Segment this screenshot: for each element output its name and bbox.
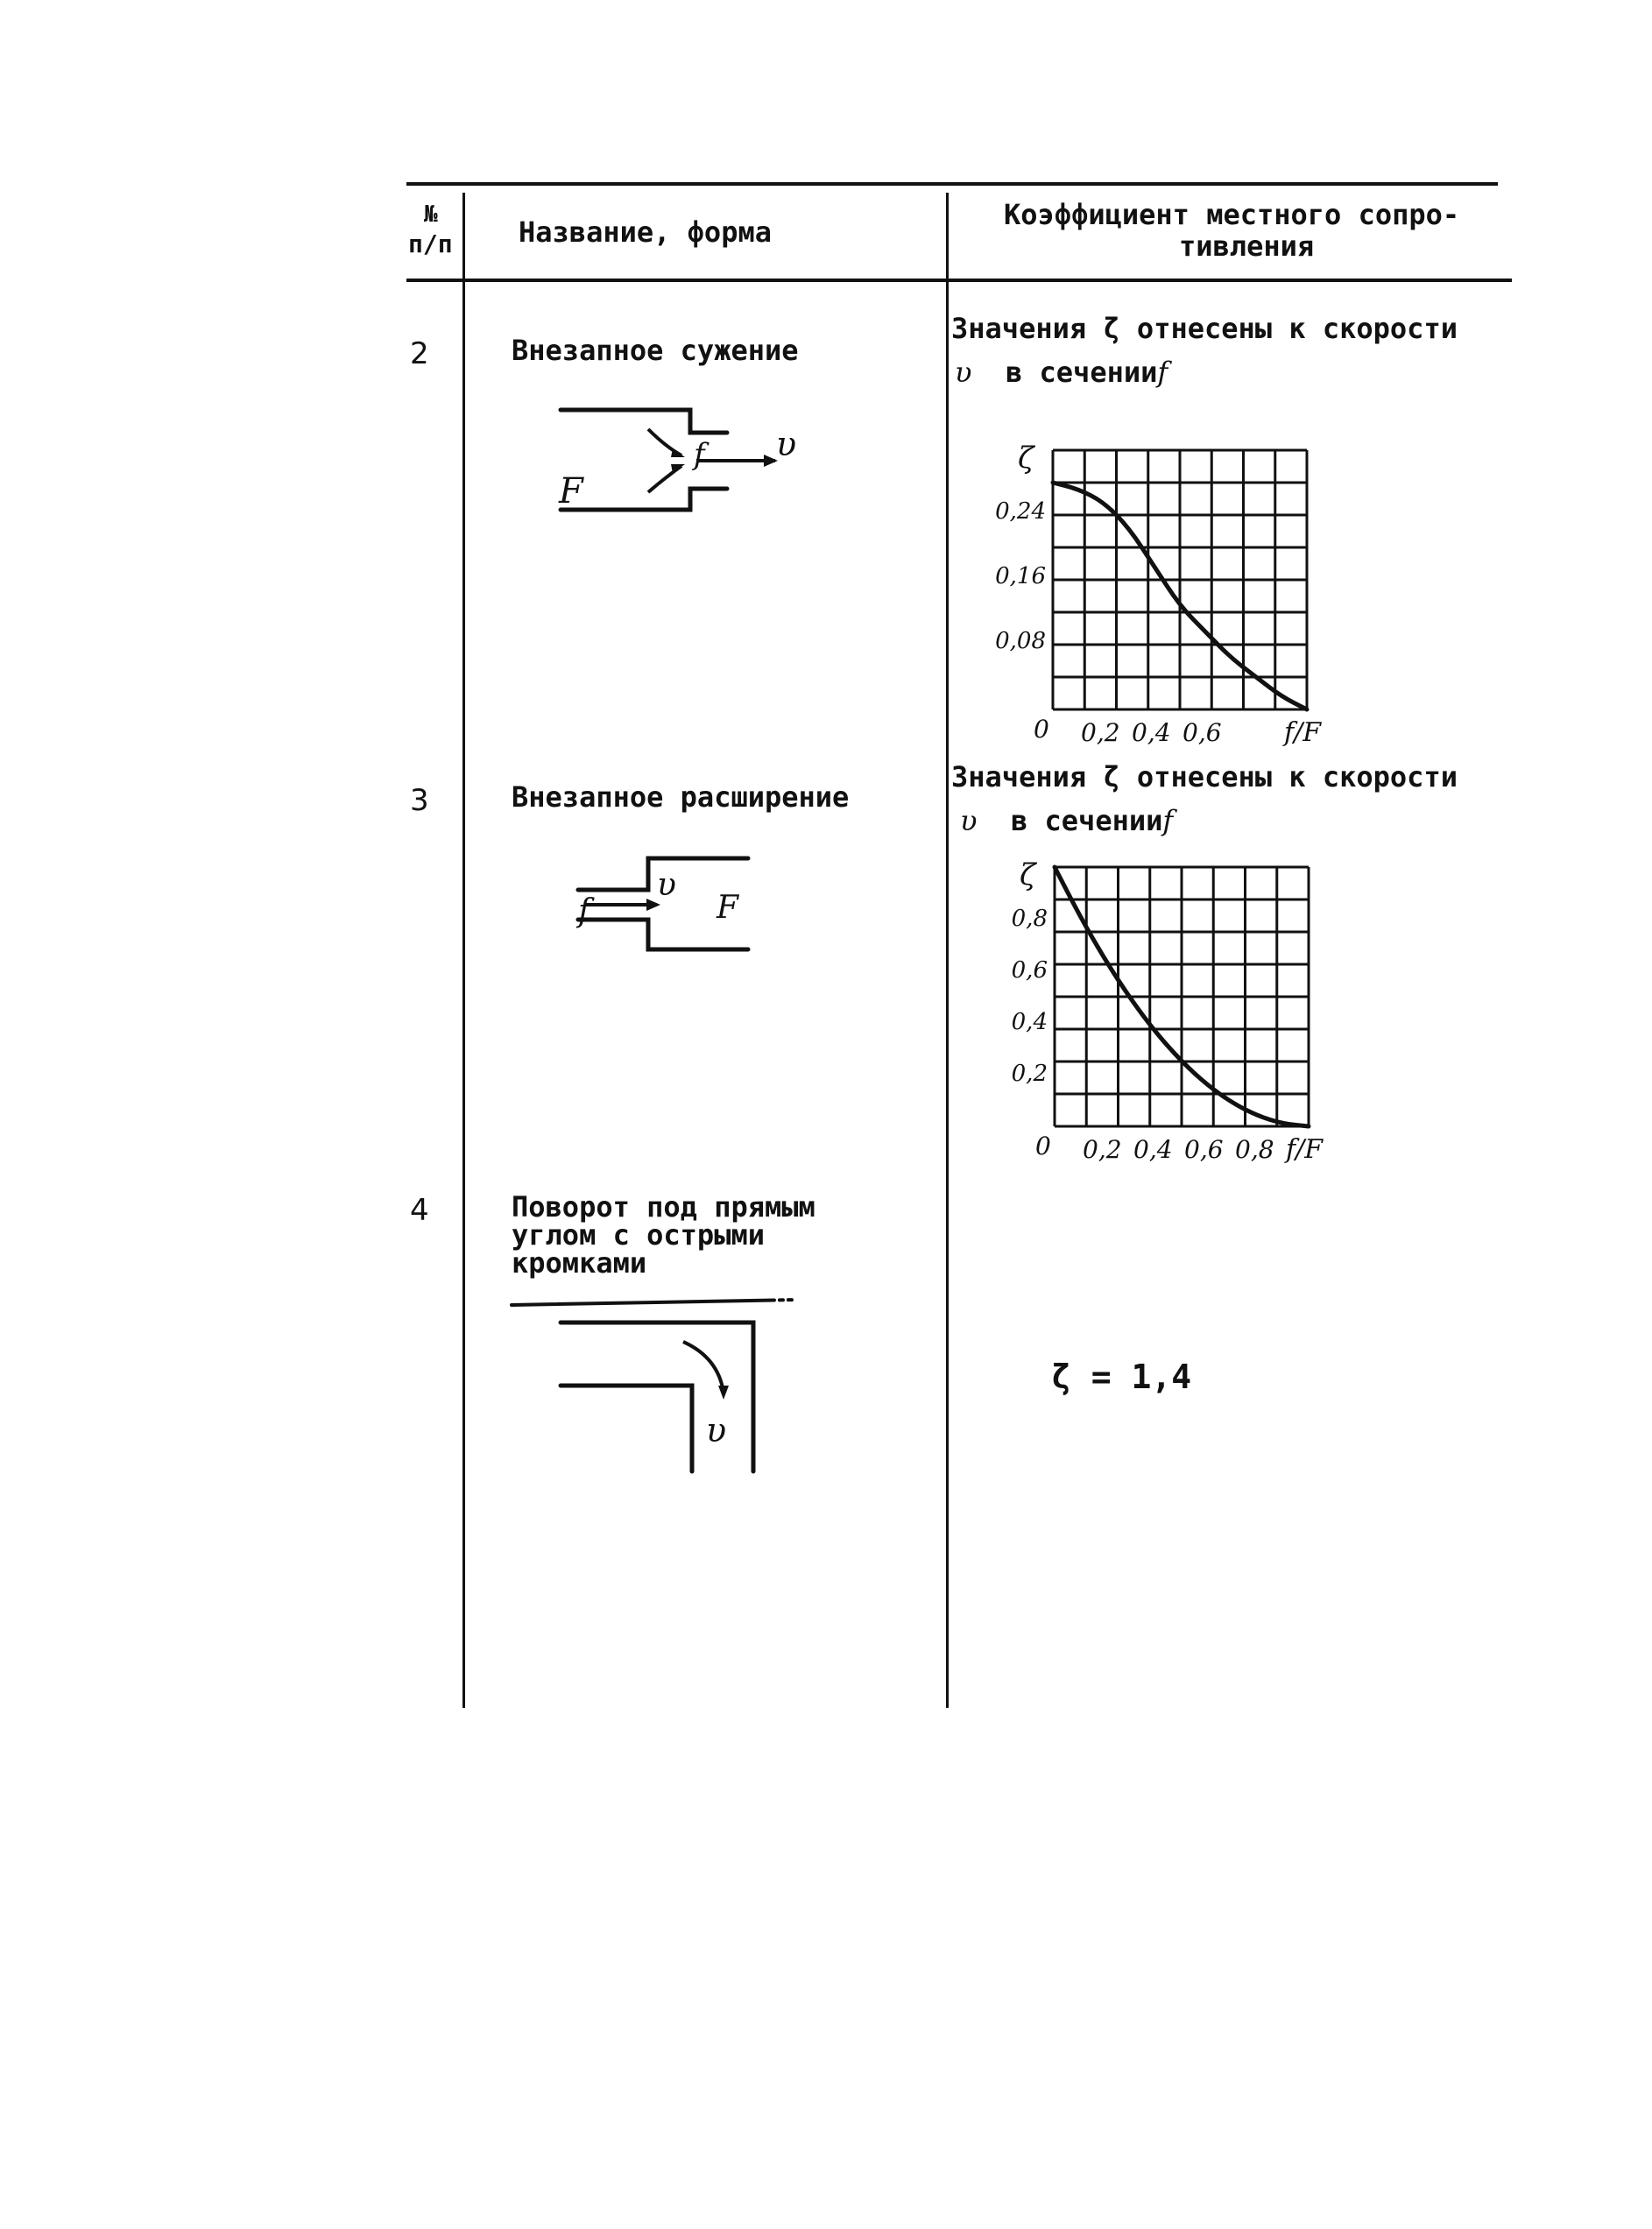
chart-y-tick-label: 0,16 (995, 563, 1046, 589)
section-text: в сечении (1010, 804, 1163, 837)
chart-y-tick-label: 0,2 (1011, 1061, 1048, 1087)
chart-x-tick-label: 0,2 (1081, 718, 1120, 747)
sudden-contraction-sketch (543, 394, 823, 534)
chart-origin-label: 0 (1035, 1132, 1051, 1160)
coefficient-note-line1: Значения ζ отнесены к скорости (951, 760, 1458, 794)
sketch-label-small-section: f (694, 437, 705, 472)
velocity-symbol: υ (960, 804, 978, 837)
table-top-rule (406, 182, 1498, 186)
chart-x-axis-label: f/F (1286, 1134, 1324, 1165)
contraction-coefficient-chart (995, 438, 1349, 771)
section-symbol: f (1157, 356, 1168, 389)
chart-x-tick-label: 0,4 (1133, 1135, 1173, 1164)
header-coefficient-line1: Коэффициент местного сопро- (1004, 198, 1460, 231)
row-name: Внезапное сужение (512, 334, 799, 367)
header-name-form: Название, форма (519, 215, 772, 249)
row-name-line3: кромками (512, 1246, 647, 1280)
chart-y-tick-label: 0,8 (1011, 906, 1048, 932)
coefficient-formula: ζ = 1,4 (1051, 1358, 1192, 1396)
chart-y-tick-label: 0,4 (1011, 1009, 1048, 1035)
row-number: 3 (410, 783, 429, 818)
chart-y-tick-label: 0,08 (995, 628, 1046, 654)
chart-x-tick-label: 0,8 (1235, 1135, 1274, 1164)
header-number-symbol: № (424, 201, 438, 228)
sudden-expansion-sketch (561, 841, 788, 972)
chart-origin-label: 0 (1034, 715, 1049, 744)
chart-x-axis-label: f/F (1284, 717, 1322, 748)
table-column-divider-2 (946, 193, 949, 1708)
chart-x-tick-label: 0,2 (1083, 1135, 1122, 1164)
table-header-rule (406, 279, 1512, 282)
row-number: 4 (410, 1193, 429, 1228)
sketch-label-big-section: F (717, 890, 738, 926)
table-column-divider-1 (462, 193, 465, 1708)
sketch-label-velocity: υ (706, 1411, 727, 1450)
row-name-line2: углом с острыми (512, 1218, 765, 1252)
row-number: 2 (410, 336, 429, 371)
coefficient-note-line2 (955, 356, 1168, 389)
sketch-label-velocity: υ (657, 867, 676, 903)
chart-y-tick-label: 0,6 (1011, 957, 1048, 984)
section-symbol: f (1162, 804, 1174, 837)
header-coefficient-line2: тивления (1179, 229, 1315, 263)
chart-grid (1053, 450, 1307, 709)
velocity-symbol: υ (955, 356, 972, 389)
chart-x-tick-label: 0,4 (1132, 718, 1171, 747)
chart-y-axis-label: ζ (1020, 857, 1036, 892)
sketch-label-big-section: F (559, 471, 583, 511)
row-name-line1: Поворот под прямым (512, 1190, 815, 1224)
chart-x-tick-label: 0,6 (1184, 1135, 1224, 1164)
sketch-label-velocity: υ (776, 425, 797, 463)
chart-y-axis-label: ζ (1018, 441, 1034, 476)
expansion-coefficient-chart (999, 858, 1349, 1182)
row-name: Внезапное расширение (512, 780, 850, 814)
chart-grid (1055, 867, 1309, 1126)
section-text: в сечении (1005, 356, 1158, 389)
header-number-label: п/п (408, 229, 453, 258)
sketch-label-small-section: f (578, 893, 590, 929)
chart-x-tick-label: 0,6 (1183, 718, 1222, 747)
coefficient-note-line2 (960, 804, 1173, 837)
coefficient-note-line1: Значения ζ отнесены к скорости (951, 312, 1458, 345)
right-angle-turn-sketch (508, 1287, 806, 1489)
chart-y-tick-label: 0,24 (995, 498, 1046, 525)
